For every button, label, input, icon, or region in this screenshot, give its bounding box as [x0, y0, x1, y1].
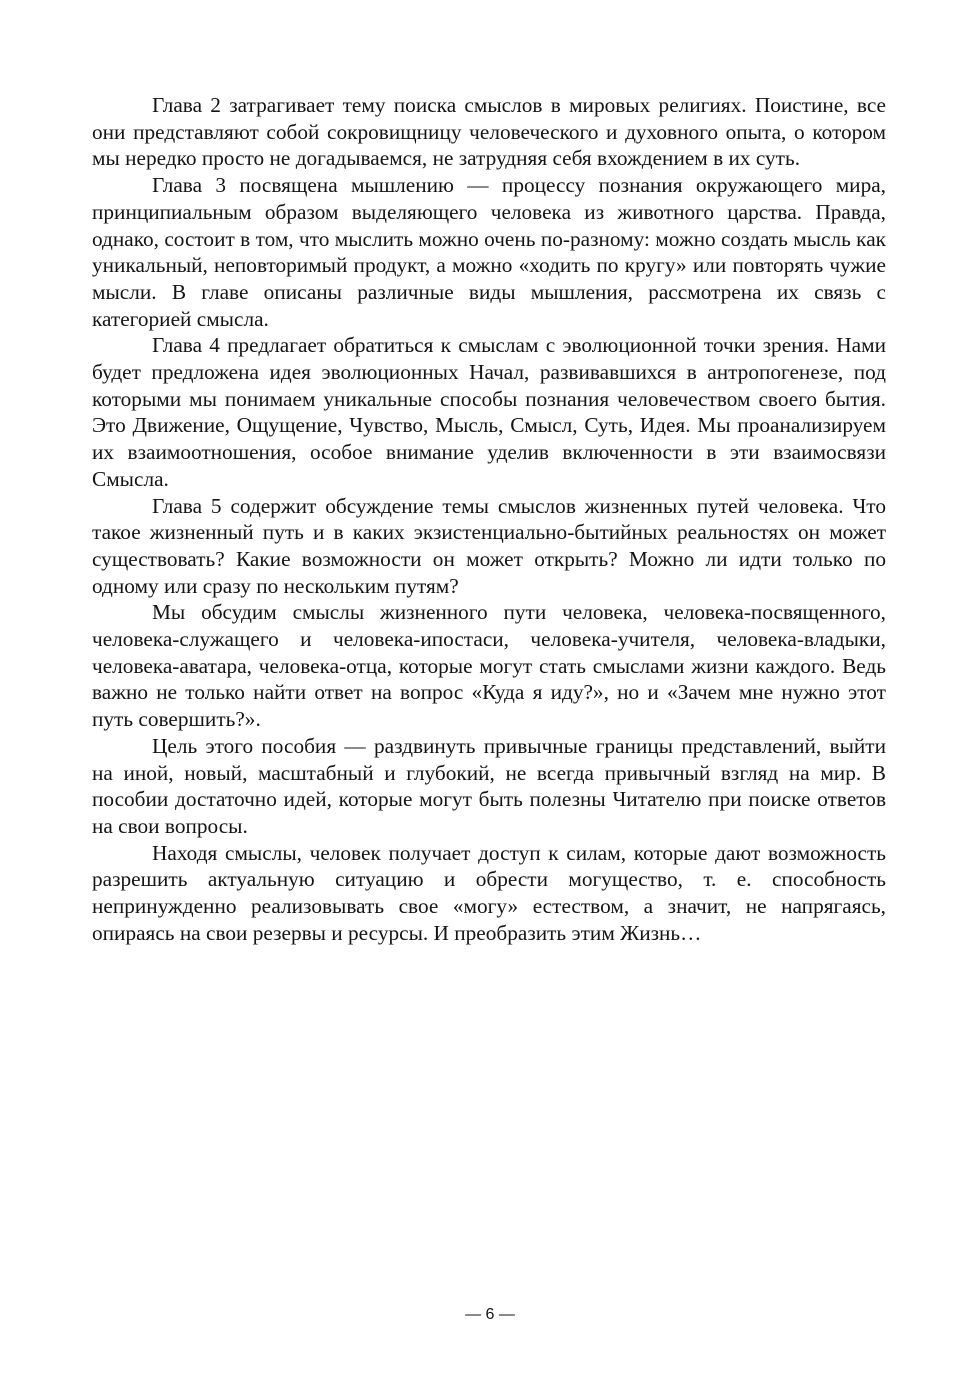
paragraph-chapter-2: Глава 2 затрагивает тему поиска смыслов в мировых религиях. Поистине, все они представляют собой сокровищницу человеческого и духовного опыта, о котором мы нередко просто не догадываемся, не затрудняя себя вхождением в их суть.: [92, 93, 886, 171]
body-text: [92, 92, 886, 947]
paragraph-life-paths: Мы обсудим смыслы жизненного пути человека, человека-посвященного, человека-служащего и человека-ипостаси, человека-учителя, человека-владыки, человека-аватара, человека-отца, которые могут стать смыслами жизни каждого. Ведь важно не только найти ответ на вопрос «Куда я иду?», но и «Зачем мне нужно этот путь совершить?».: [92, 600, 886, 732]
paragraph-chapter-4: Глава 4 предлагает обратиться к смыслам с эволюционной точки зрения. Нами будет предложена идея эволюционных Начал, развивавшихся в антропогенезе, под которыми мы понимаем уникальные способы познания человечеством своего бытия. Это Движение, Ощущение, Чувство, Мысль, Смысл, Суть, Идея. Мы проанализируем их взаимоотношения, особое внимание уделив включенности в эти взаимосвязи Смысла.: [92, 333, 886, 491]
paragraph-chapter-3: Глава 3 посвящена мышлению — процессу познания окружающего мира, принципиальным образом выделяющего человека из животного царства. Правда, однако, состоит в том, что мыслить можно очень по-разному: можно создать мысль как уникальный, неповторимый продукт, а можно «ходить по кругу» или повторять чужие мысли. В главе описаны различные виды мышления, рассмотрена их связь с категорией смысла.: [92, 173, 886, 331]
paragraph-conclusion: Находя смыслы, человек получает доступ к силам, которые дают возможность разрешить актуальную ситуацию и обрести могущество, т. е. способность непринужденно реализовывать свое «могу» естеством, а значит, не напрягаясь, опираясь на свои резервы и ресурсы. И преобразить этим Жизнь…: [92, 840, 886, 945]
paragraph-goal: Цель этого пособия — раздвинуть привычные границы представлений, выйти на иной, новый, масштабный и глубокий, не всегда привычный взгляд на мир. В пособии достаточно идей, которые могут быть полезны Читателю при поиске ответов на свои вопросы.: [92, 733, 886, 838]
page-number: — 6 —: [465, 1306, 515, 1323]
paragraph-chapter-5: Глава 5 содержит обсуждение темы смыслов жизненных путей человека. Что такое жизненный путь и в каких экзистенциально-бытийных реальностях он может существовать? Какие возможности он может открыть? Можно ли идти только по одному или сразу по нескольким путям?: [92, 493, 886, 598]
